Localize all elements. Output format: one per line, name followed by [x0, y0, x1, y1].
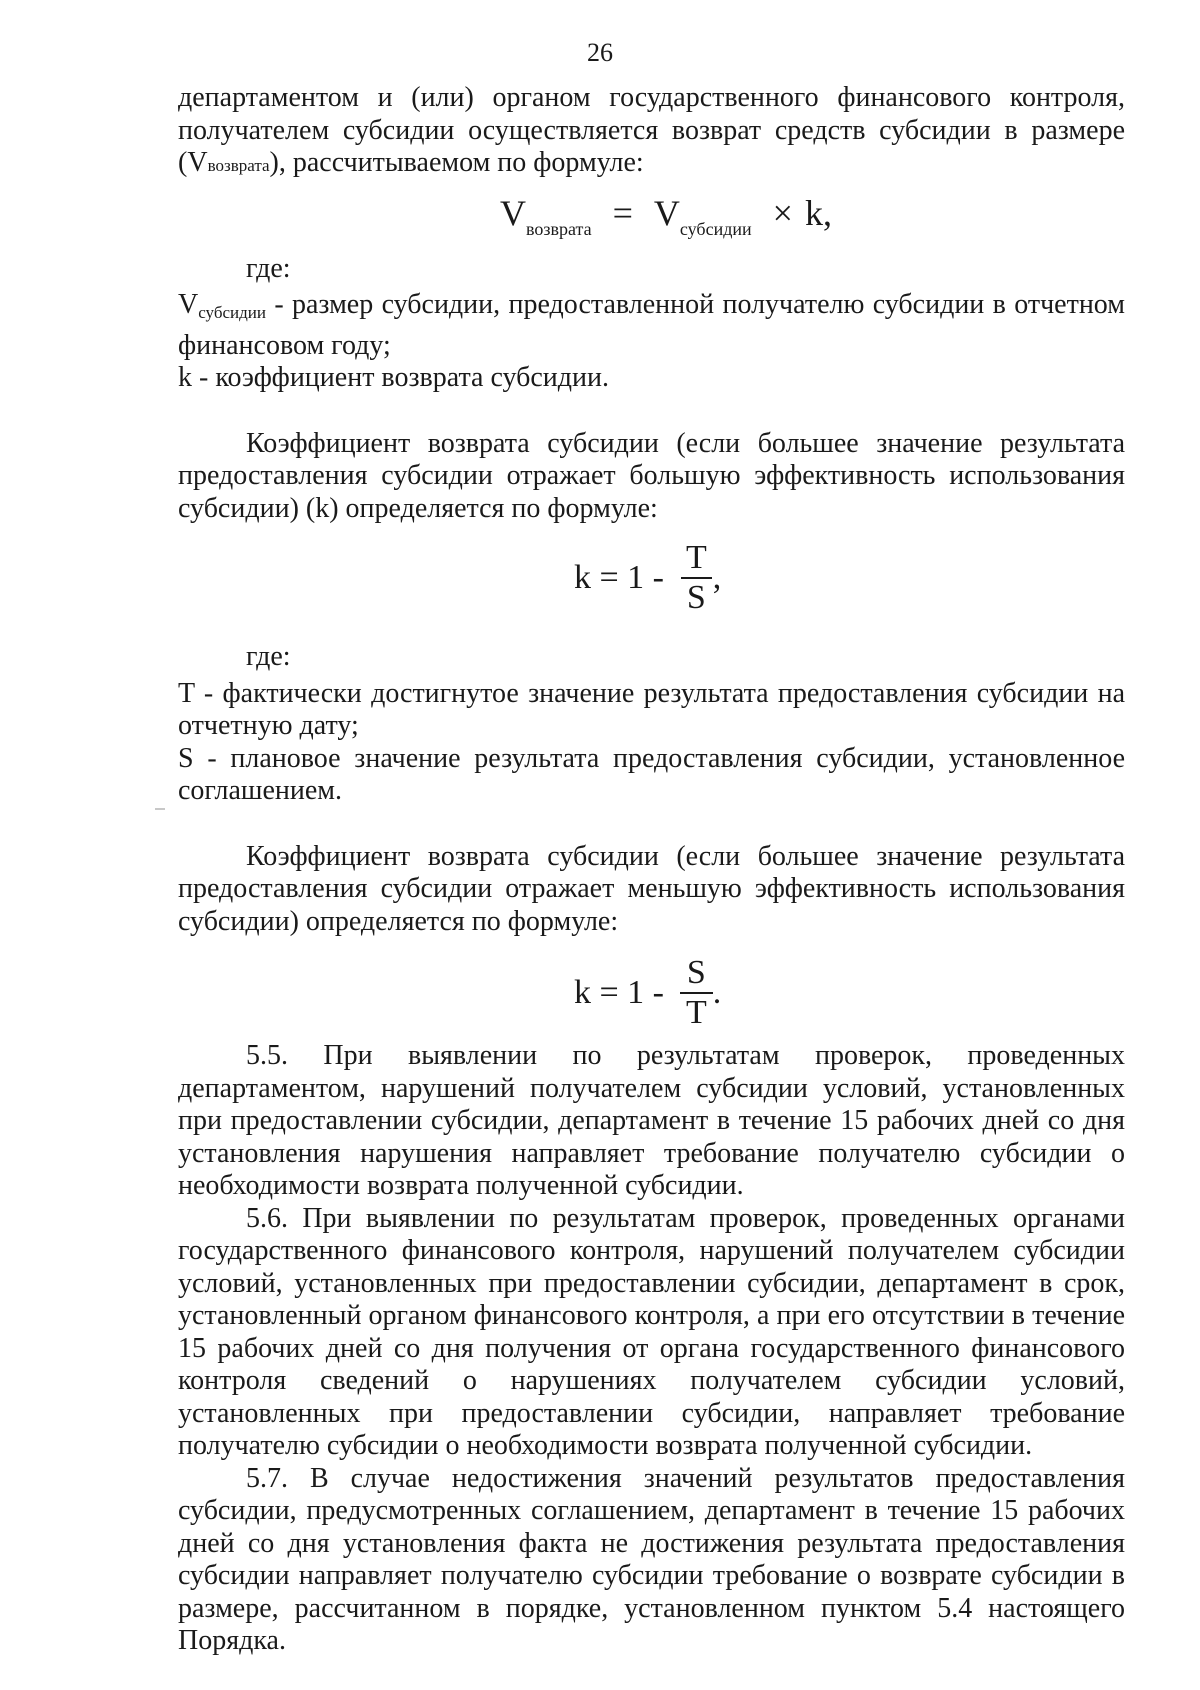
formula-rhs: V	[653, 192, 680, 233]
formula-times: ×	[772, 192, 793, 233]
fraction-s-over-t	[680, 954, 713, 1032]
formula2-punctuation: ,	[712, 558, 722, 596]
paragraph-5-6: 5.6. При выявлении по результатам проверок, проведенных органами государственного финансового контроля, нарушений получателем субсидии условий, установленных при предоставлении субсидии, департамент в срок, установленный органом финансового контроля, а при его отсутствии в течение 15 рабочих дней со дня получения от органа государственного финансового контроля сведений о нарушениях получателем субсидии условий, установленных при предоставлении субсидии, направляет требование получателю субсидии о необходимости возврата полученной субсидии.	[178, 1202, 1125, 1461]
paragraph-intro-text: департаментом и (или) органом государственного финансового контроля, получателем субсидии осуществляется возврат средств субсидии в размере (	[178, 82, 1125, 178]
paragraph-intro-tail: ), рассчитываемом по формуле:	[269, 147, 644, 178]
where-label-1: где:	[246, 252, 291, 284]
paragraph-coefficient-1: Коэффициент возврата субсидии (если большее значение результата предоставления субсидии отражает большую эффективность использования субсидии) (k) определяется по формуле:	[178, 427, 1125, 524]
formula-k: k,	[804, 192, 832, 233]
formula3-punctuation: .	[712, 973, 722, 1011]
definition-k: k - коэффициент возврата субсидии.	[178, 362, 610, 393]
def-v-text: - размер субсидии, предоставленной получателю субсидии в отчетном финансовом году;	[178, 289, 1125, 361]
formula-lhs-subscript: возврата	[526, 218, 592, 239]
fraction-t-over-s	[680, 539, 713, 617]
formula2-lhs: k = 1 -	[574, 558, 664, 596]
fraction-denominator: T	[680, 992, 713, 1032]
definition-s: S - плановое значение результата предоставления субсидии, установленное соглашением.	[178, 742, 1125, 806]
paragraph-coefficient-2: Коэффициент возврата субсидии (если большее значение результата предоставления субсидии отражает меньшую эффективность использования субсидии) определяется по формуле:	[178, 840, 1125, 937]
formula-k-lesser-effectiveness	[574, 948, 1125, 1038]
def-v-subscript: субсидии	[198, 303, 266, 322]
definition-v-subsidy	[178, 289, 1125, 362]
where-label-2: где:	[246, 641, 291, 672]
document-body	[178, 82, 1125, 1658]
formula-equals: =	[612, 192, 633, 233]
fraction-numerator: S	[686, 954, 706, 991]
formula-return-amount	[178, 191, 1125, 239]
page-number: 26	[587, 38, 613, 67]
v-symbol: V	[187, 147, 208, 178]
paragraph-intro	[178, 82, 1125, 183]
formula-rhs-subscript: субсидии	[679, 218, 752, 239]
formula-lhs: V	[500, 192, 526, 233]
paragraph-5-5: 5.5. При выявлении по результатам проверок, проведенных департаментом, нарушений получателем субсидии условий, установленных при предоставлении субсидии, департамент в течение 15 рабочих дней со дня установления нарушения направляет требование получателю субсидии о необходимости возврата полученной субсидии.	[178, 1040, 1125, 1201]
fraction-numerator: T	[686, 539, 707, 576]
margin-mark	[155, 808, 165, 810]
formula3-lhs: k = 1 -	[574, 973, 664, 1011]
definition-t: T - фактически достигнутое значение результата предоставления субсидии на отчетную дату;	[178, 677, 1125, 741]
paragraph-5-7: 5.7. В случае недостижения значений результатов предоставления субсидии, предусмотренных соглашением, департамент в течение 15 рабочих дней со дня установления факта не достижения результата предоставления субсидии направляет получателю субсидии требование о возврате субсидии в размере, рассчитанном в порядке, установленном пунктом 5.4 настоящего Порядка.	[178, 1462, 1125, 1656]
v-subscript: возврата	[207, 156, 270, 175]
def-v-symbol: V	[178, 289, 199, 320]
fraction-denominator: S	[681, 577, 712, 617]
formula-k-greater-effectiveness	[574, 533, 1125, 623]
